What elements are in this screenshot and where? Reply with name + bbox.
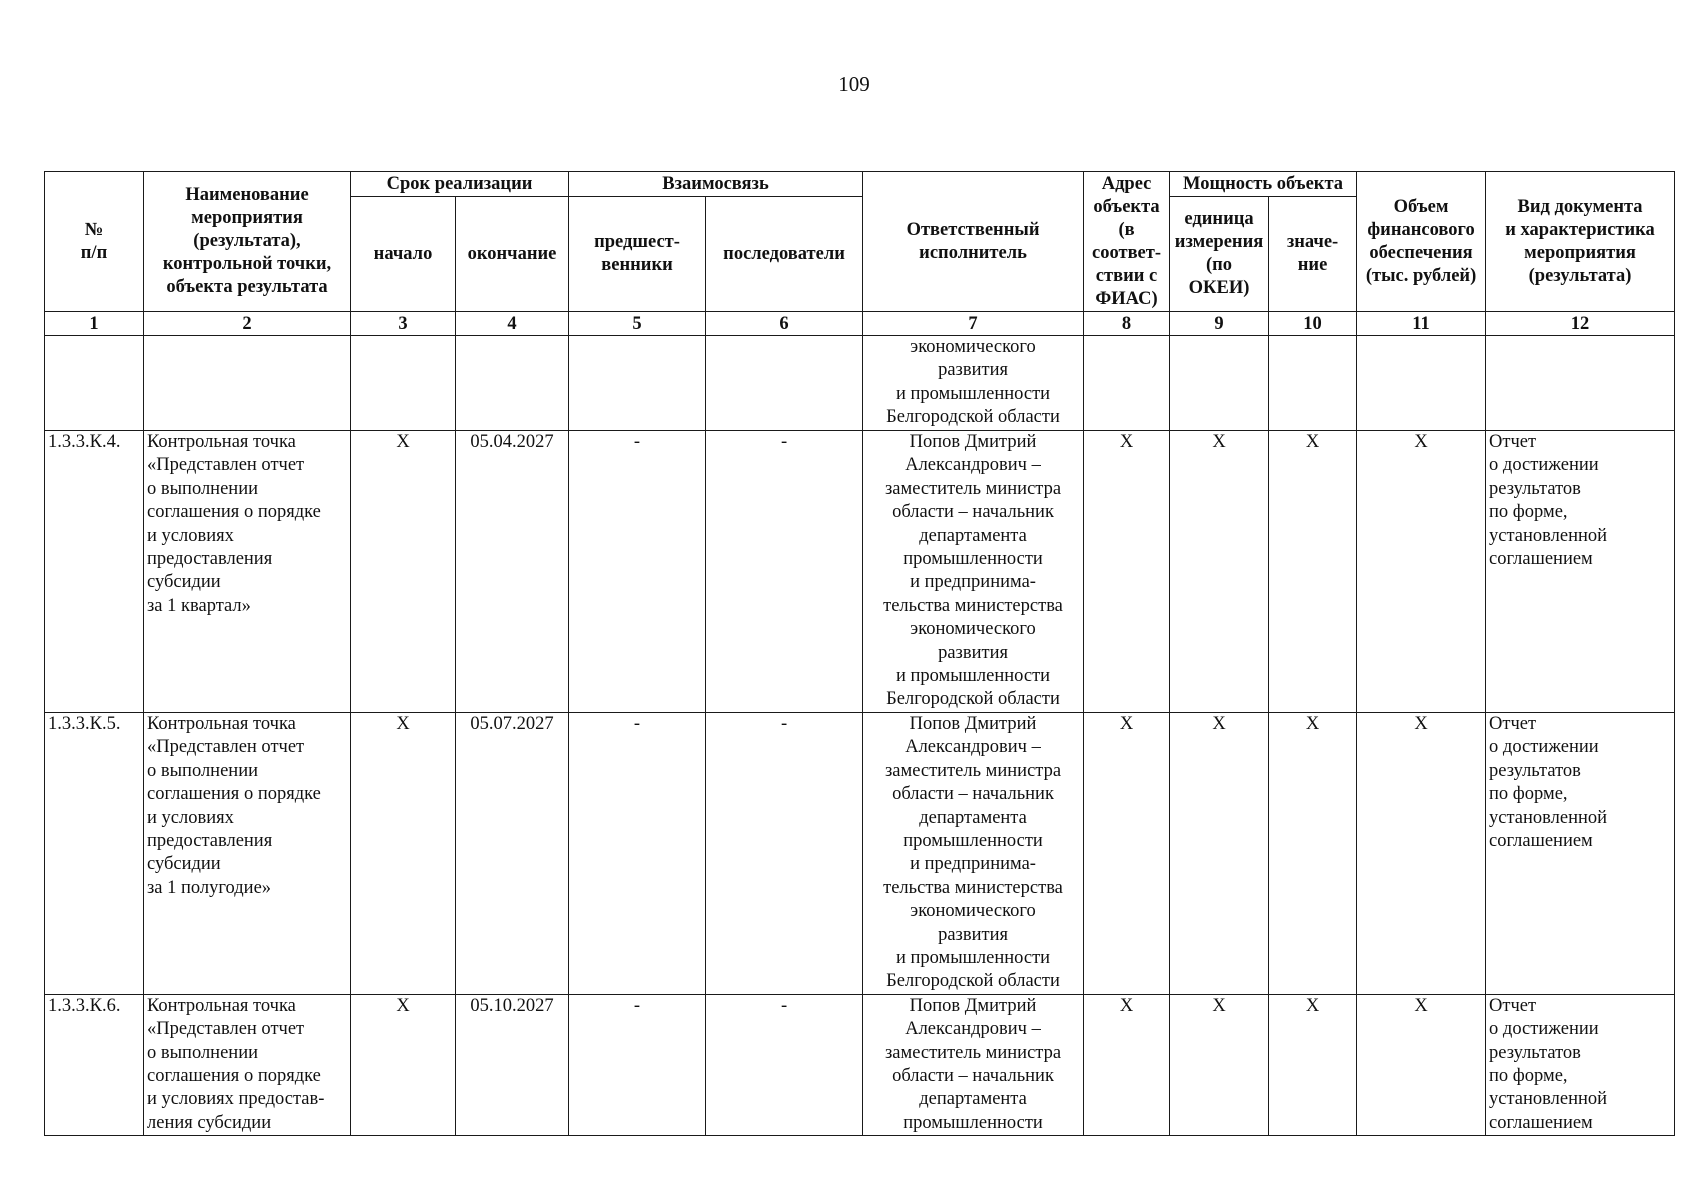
header-row-number: № п/п bbox=[45, 172, 144, 312]
results-table bbox=[44, 171, 1675, 1136]
cell-funding: X bbox=[1357, 712, 1486, 994]
header-funding: Объем финансового обеспечения (тыс. рублей) bbox=[1357, 172, 1486, 312]
cell-start: X bbox=[351, 712, 456, 994]
column-number-row bbox=[45, 312, 1675, 336]
cell-unit: X bbox=[1170, 431, 1269, 713]
column-number: 10 bbox=[1269, 312, 1357, 336]
cell-end: 05.07.2027 bbox=[456, 712, 569, 994]
column-number: 7 bbox=[863, 312, 1084, 336]
column-number: 3 bbox=[351, 312, 456, 336]
header-capacity: Мощность объекта bbox=[1170, 172, 1357, 197]
continuation-row bbox=[45, 336, 1675, 431]
cell-address: X bbox=[1084, 431, 1170, 713]
cell-value: X bbox=[1269, 994, 1357, 1135]
cell-document-type: Отчет о достижении результатов по форме, установленной соглашением bbox=[1486, 712, 1675, 994]
cell-end: 05.04.2027 bbox=[456, 431, 569, 713]
header-relationship: Взаимосвязь bbox=[569, 172, 863, 197]
column-number: 9 bbox=[1170, 312, 1269, 336]
header-unit: единица измерения (по ОКЕИ) bbox=[1170, 197, 1269, 312]
page-number: 109 bbox=[838, 72, 870, 96]
header-responsible: Ответственный исполнитель bbox=[863, 172, 1084, 312]
cell-name: Контрольная точка «Представлен отчет о выполнении соглашения о порядке и условиях предостав- ления субсидии bbox=[144, 994, 351, 1135]
cell-successors: - bbox=[706, 712, 863, 994]
cell-document-type: Отчет о достижении результатов по форме, установленной соглашением bbox=[1486, 431, 1675, 713]
header-end: окончание bbox=[456, 197, 569, 312]
table-row bbox=[45, 431, 1675, 713]
table-row bbox=[45, 712, 1675, 994]
cell-predecessors: - bbox=[569, 994, 706, 1135]
header-address: Адрес объекта (в соответ- ствии с ФИАС) bbox=[1084, 172, 1170, 312]
cell-successors: - bbox=[706, 431, 863, 713]
header-activity-name: Наименование мероприятия (результата), контрольной точки, объекта результата bbox=[144, 172, 351, 312]
column-number: 11 bbox=[1357, 312, 1486, 336]
cell-unit: X bbox=[1170, 712, 1269, 994]
header-predecessors: предшест- венники bbox=[569, 197, 706, 312]
column-number: 12 bbox=[1486, 312, 1675, 336]
cell-value: X bbox=[1269, 431, 1357, 713]
cell-funding: X bbox=[1357, 994, 1486, 1135]
cell-end: 05.10.2027 bbox=[456, 994, 569, 1135]
cell-address: X bbox=[1084, 994, 1170, 1135]
column-number: 1 bbox=[45, 312, 144, 336]
cell-id: 1.3.3.К.4. bbox=[45, 431, 144, 713]
cell-responsible: Попов Дмитрий Александрович – заместитель министра области – начальник департамента промышленности и предпринима- тельства министерства экономического развития и промышленности Белгородской области bbox=[863, 712, 1084, 994]
cell-id: 1.3.3.К.5. bbox=[45, 712, 144, 994]
cell-successors: - bbox=[706, 994, 863, 1135]
cell-predecessors: - bbox=[569, 712, 706, 994]
header-value: значе- ние bbox=[1269, 197, 1357, 312]
column-number: 8 bbox=[1084, 312, 1170, 336]
cell-responsible: Попов Дмитрий Александрович – заместитель министра области – начальник департамента промышленности и предпринима- тельства министерства экономического развития и промышленности Белгородской области bbox=[863, 431, 1084, 713]
cell-responsible: экономического развития и промышленности Белгородской области bbox=[863, 336, 1084, 431]
cell-address: X bbox=[1084, 712, 1170, 994]
column-number: 5 bbox=[569, 312, 706, 336]
table-row bbox=[45, 994, 1675, 1135]
header-implementation-period: Срок реализации bbox=[351, 172, 569, 197]
header-start: начало bbox=[351, 197, 456, 312]
header-successors: последователи bbox=[706, 197, 863, 312]
header-document-type: Вид документа и характеристика мероприятия (результата) bbox=[1486, 172, 1675, 312]
column-number: 4 bbox=[456, 312, 569, 336]
cell-funding: X bbox=[1357, 431, 1486, 713]
cell-value: X bbox=[1269, 712, 1357, 994]
column-number: 6 bbox=[706, 312, 863, 336]
cell-unit: X bbox=[1170, 994, 1269, 1135]
cell-predecessors: - bbox=[569, 431, 706, 713]
cell-start: X bbox=[351, 431, 456, 713]
cell-id: 1.3.3.К.6. bbox=[45, 994, 144, 1135]
column-number: 2 bbox=[144, 312, 351, 336]
cell-responsible: Попов Дмитрий Александрович – заместитель министра области – начальник департамента промышленности bbox=[863, 994, 1084, 1135]
cell-document-type: Отчет о достижении результатов по форме, установленной соглашением bbox=[1486, 994, 1675, 1135]
cell-name: Контрольная точка «Представлен отчет о выполнении соглашения о порядке и условиях предоставления субсидии за 1 квартал» bbox=[144, 431, 351, 713]
cell-name: Контрольная точка «Представлен отчет о выполнении соглашения о порядке и условиях предоставления субсидии за 1 полугодие» bbox=[144, 712, 351, 994]
cell-start: X bbox=[351, 994, 456, 1135]
